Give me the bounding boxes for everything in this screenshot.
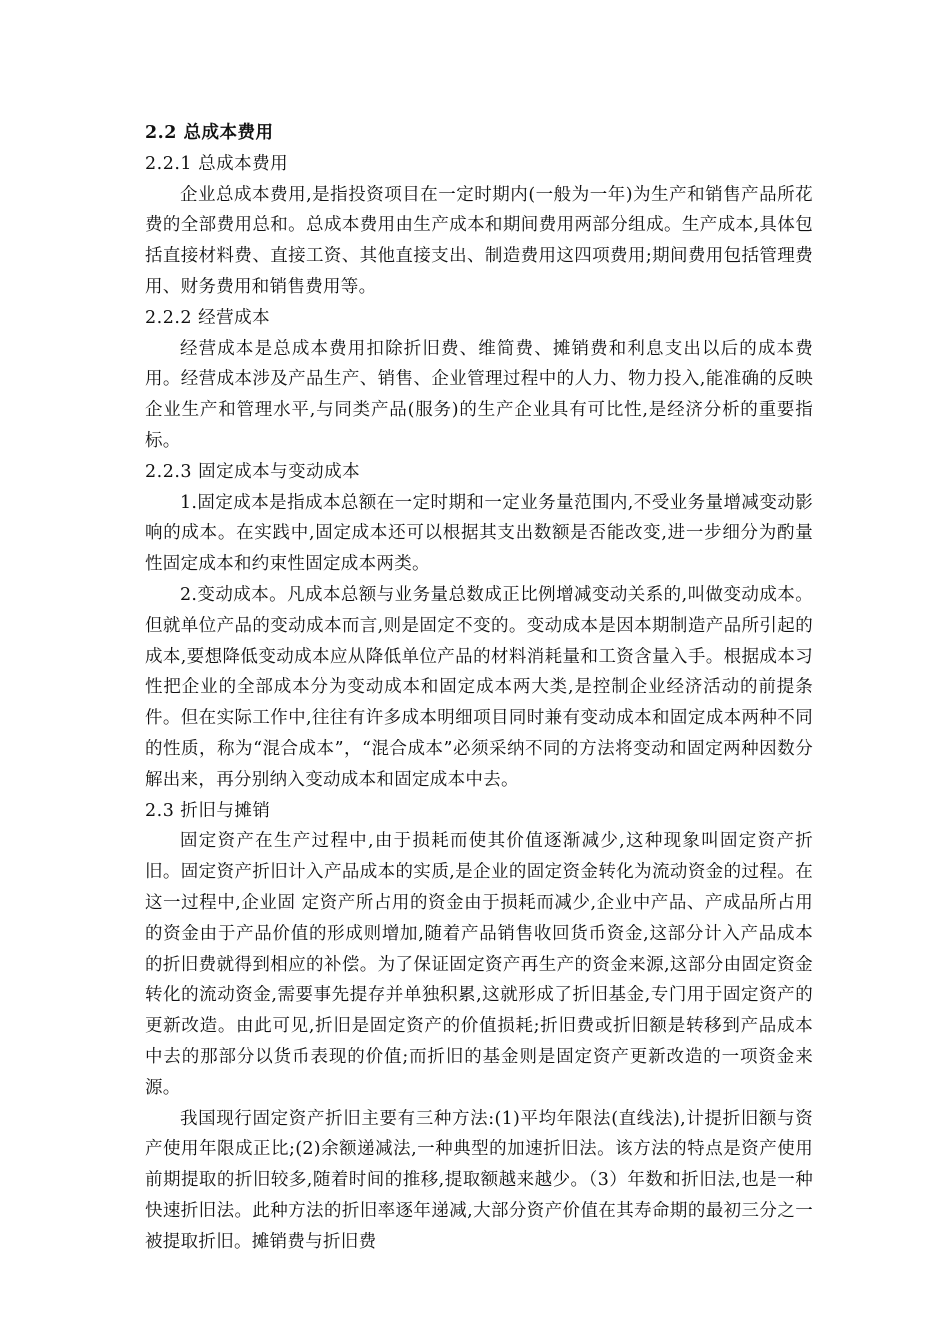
- section-heading-2-2: 2.2 总成本费用: [145, 123, 274, 143]
- document-body: [145, 118, 813, 1257]
- paragraph-operating-cost: 经营成本是总成本费用扣除折旧费、维简费、摊销费和利息支出以后的成本费用。经营成本涉及产品生产、销售、企业管理过程中的人力、物力投入,能准确的反映企业生产和管理水平,与同类产品(服务)的生产企业具有可比性,是经济分析的重要指标。: [145, 338, 813, 451]
- section-heading-2-3: 2.3 折旧与摊销: [145, 800, 271, 821]
- paragraph-fixed-cost: 1.固定成本是指成本总额在一定时期和一定业务量范围内,不受业务量增减变动影响的成本。在实践中,固定成本还可以根据其支出数额是否能改变,进一步细分为酌量性固定成本和约束性固定成本两类。: [145, 492, 813, 575]
- paragraph-depreciation: 固定资产在生产过程中,由于损耗而使其价值逐渐减少,这种现象叫固定资产折旧。固定资产折旧计入产品成本的实质,是企业的固定资金转化为流动资金的过程。在这一过程中,企业固 定资产所占用的资金由于损耗而减少,企业中产品、产成品所占用的资金由于产品价值的形成则增加,随着产品销售收回货币资金,这部分计入产品成本的折旧费就得到相应的补偿。为了保证固定资产再生产的资金来源,这部分由固定资金转化的流动资金,需要事先提存并单独积累,这就形成了折旧基金,专门用于固定资产的更新改造。由此可见,折旧是固定资产的价值损耗;折旧费或折旧额是转移到产品成本中去的那部分以货币表现的价值;而折旧的基金则是固定资产更新改造的一项资金来源。: [145, 831, 813, 1098]
- subsection-heading-2-2-2: 2.2.2 经营成本: [145, 307, 271, 328]
- subsection-heading-2-2-3: 2.2.3 固定成本与变动成本: [145, 461, 361, 482]
- paragraph-variable-cost: 2.变动成本。凡成本总额与业务量总数成正比例增减变动关系的,叫做变动成本。但就单位产品的变动成本而言,则是固定不变的。变动成本是因本期制造产品所引起的成本,要想降低变动成本应从降低单位产品的材料消耗量和工资含量入手。根据成本习性把企业的全部成本分为变动成本和固定成本两大类,是控制企业经济活动的前提条件。但在实际工作中,往往有许多成本明细项目同时兼有变动成本和固定成本两种不同的性质，称为“混合成本”，“混合成本”必须采纳不同的方法将变动和固定两种因数分解出来，再分别纳入变动成本和固定成本中去。: [145, 584, 813, 790]
- subsection-heading-2-2-1: 2.2.1 总成本费用: [145, 153, 289, 174]
- paragraph-total-cost: 企业总成本费用,是指投资项目在一定时期内(一般为一年)为生产和销售产品所花费的全部费用总和。总成本费用由生产成本和期间费用两部分组成。生产成本,具体包括直接材料费、直接工资、其他直接支出、制造费用这四项费用;期间费用包括管理费用、财务费用和销售费用等。: [145, 184, 813, 297]
- paragraph-depreciation-methods: 我国现行固定资产折旧主要有三种方法:(1)平均年限法(直线法),计提折旧额与资产使用年限成正比;(2)余额递减法,一种典型的加速折旧法。该方法的特点是资产使用前期提取的折旧较多,随着时间的推移,提取额越来越少。（3）年数和折旧法,也是一种快速折旧法。此种方法的折旧率逐年递减,大部分资产价值在其寿命期的最初三分之一被提取折旧。摊销费与折旧费: [145, 1108, 813, 1252]
